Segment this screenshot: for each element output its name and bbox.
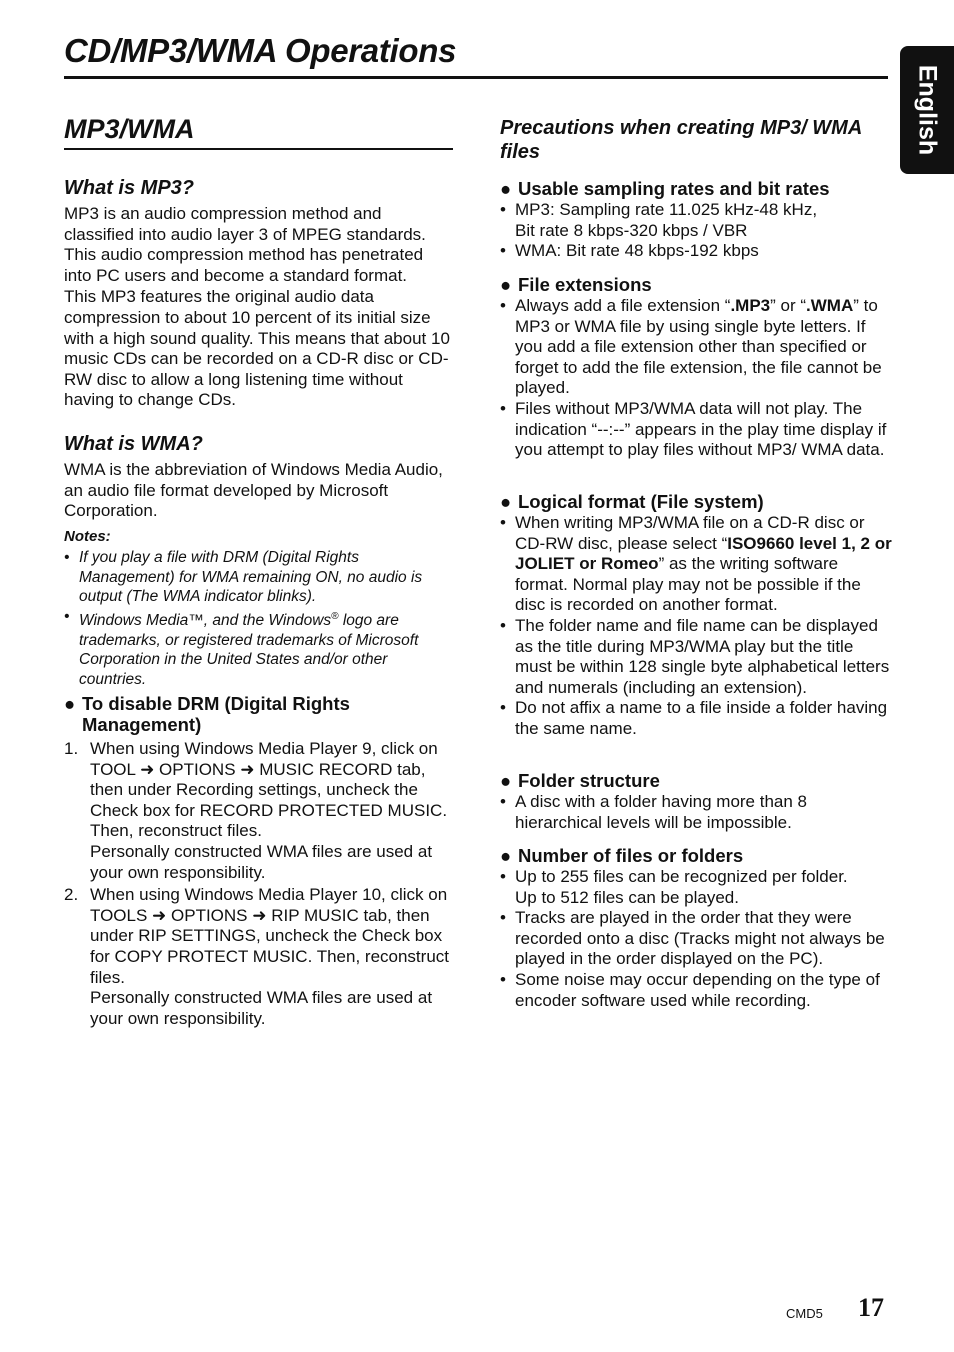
list-item: • MP3: Sampling rate 11.025 kHz-48 kHz, Bit rate 8 kbps-320 kbps / VBR: [500, 200, 892, 241]
precautions-heading: Precautions when creating MP3/ WMA files: [500, 117, 862, 163]
language-tab-label: English: [913, 64, 942, 156]
list-item: • Up to 255 files can be recognized per folder. Up to 512 files can be played.: [500, 867, 892, 908]
extensions-heading: ● File extensions: [500, 274, 652, 295]
logical-format-heading: ● Logical format (File system): [500, 491, 764, 512]
bullet-circle-icon: ●: [500, 178, 512, 199]
bullet-circle-icon: ●: [500, 274, 512, 295]
bullet-circle-icon: ●: [500, 770, 512, 791]
note-item: • Windows Media™, and the Windows® logo are trademarks, or registered trademarks of Microsoft Corporation in the United States and/or other countries.: [64, 607, 453, 689]
drm-step: 2. When using Windows Media Player 10, click on TOOLS ➜ OPTIONS ➜ RIP MUSIC tab, then under RIP SETTINGS, uncheck the Check box for COPY PROTECT MUSIC. Then, reconstruct files. Personally constructed WMA files are used at your own responsibility.: [64, 885, 449, 1028]
bullet-circle-icon: ●: [500, 845, 512, 866]
drm-heading: ● To disable DRM (Digital Rights Management): [64, 693, 350, 735]
drm-steps: [64, 739, 453, 1029]
mp3-paragraph-1: MP3 is an audio compression method and classified into audio layer 3 of MPEG standards. This audio compression method has penetrated into PC users and become a standard format.: [64, 204, 426, 285]
wma-heading: What is WMA?: [64, 433, 203, 455]
page-title: CD/MP3/WMA Operations: [64, 32, 457, 69]
folder-structure-heading: ● Folder structure: [500, 770, 660, 791]
list-item: • Files without MP3/WMA data will not play. The indication “--:--” appears in the play time display if you attempt to play files without MP3/ WMA data.: [500, 399, 892, 461]
number-of-files-list: [500, 867, 892, 1011]
extensions-list: [500, 296, 892, 461]
section-rule: [64, 148, 453, 150]
list-item: • Tracks are played in the order that they were recorded onto a disc (Tracks might not always be played in the order displayed on the PC).: [500, 908, 892, 970]
number-of-files-heading: ● Number of files or folders: [500, 845, 744, 866]
note-item: • If you play a file with DRM (Digital Rights Management) for WMA remaining ON, no audio is output (The WMA indicator blinks).: [64, 548, 453, 607]
logical-format-list: [500, 513, 892, 740]
list-item: • A disc with a folder having more than 8 hierarchical levels will be impossible.: [500, 792, 892, 833]
mp3-paragraph-2: This MP3 features the original audio data compression to about 10 percent of its initial size with a high sound quality. This means that about 10 music CDs can be recorded on a CD-R disc or CD-RW disc to allow a long listening time without having to change CDs.: [64, 287, 450, 410]
notes-label: Notes:: [64, 527, 111, 545]
language-tab: [900, 46, 954, 174]
bullet-circle-icon: ●: [500, 491, 512, 512]
list-item: • Always add a file extension “.MP3” or “.WMA” to MP3 or WMA file by using single byte letters. If you add a file extension other than specified or forget to add the file extension, the file cannot be played.: [500, 296, 892, 399]
list-item: • Do not affix a name to a file inside a folder having the same name.: [500, 698, 892, 739]
list-item: • WMA: Bit rate 48 kbps-192 kbps: [500, 241, 892, 262]
notes-list: [64, 548, 453, 689]
page-number: 17: [858, 1293, 884, 1322]
drm-step: 1. When using Windows Media Player 9, click on TOOL ➜ OPTIONS ➜ MUSIC RECORD tab, then under Recording settings, uncheck the Check box for RECORD PROTECTED MUSIC. Then, reconstruct files. Personally constructed WMA files are used at your own responsibility.: [64, 739, 448, 882]
section-title: MP3/WMA: [64, 114, 195, 144]
list-item: • Some noise may occur depending on the type of encoder software used while recording.: [500, 970, 892, 1011]
rates-list: [500, 200, 892, 262]
wma-paragraph: WMA is the abbreviation of Windows Media Audio, an audio file format developed by Microsoft Corporation.: [64, 460, 443, 521]
mp3-heading: What is MP3?: [64, 177, 195, 199]
folder-structure-list: [500, 792, 892, 833]
rates-heading: ● Usable sampling rates and bit rates: [500, 178, 830, 199]
list-item: • When writing MP3/WMA file on a CD-R disc or CD-RW disc, please select “ISO9660 level 1, 2 or JOLIET or Romeo” as the writing software format. Normal play may not be possible if the disc is recorded on another format.: [500, 513, 892, 616]
bullet-circle-icon: ●: [64, 693, 76, 714]
list-item: • The folder name and file name can be displayed as the title during MP3/WMA play but the title must be within 128 single byte alphabetical letters and numerals (including an extension).: [500, 616, 892, 698]
title-rule: [64, 76, 888, 79]
model-code: CMD5: [786, 1306, 823, 1321]
